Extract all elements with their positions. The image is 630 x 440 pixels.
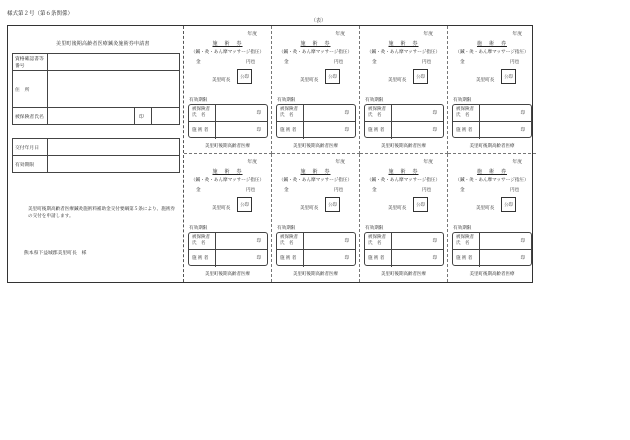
seal-mark: 印: [432, 128, 437, 133]
seal-mark: 印: [520, 256, 525, 261]
issue-date-label: 交付年月日: [13, 139, 48, 156]
yen-label: 円也: [510, 188, 520, 193]
treatment-type: （鍼・灸・あん摩マッサージ指圧）: [190, 50, 265, 55]
fiscal-year-label: 年度: [423, 32, 433, 37]
seal-mark: 印: [432, 111, 437, 116]
ticket-title: 施 術 券: [212, 169, 243, 175]
ticket-title: 施 術 券: [300, 41, 331, 47]
practitioner-label: 施 術 者: [280, 128, 297, 133]
application-statement: 美里町後期高齢者医療鍼灸施術料補助金交付要綱第５条により、施術券の交付を申請します。: [28, 207, 176, 219]
treatment-type: （鍼・灸・あん摩マッサージ指圧）: [278, 178, 353, 183]
treatment-type: （鍼・灸・あん摩マッサージ指圧）: [455, 178, 529, 183]
mayor-label: 美里町長: [212, 78, 231, 83]
practitioner-label: 施 術 者: [368, 128, 385, 133]
cert-number-label: 資格確認書等番号: [13, 54, 48, 71]
ticket-title: 施 術 券: [212, 41, 243, 47]
amount-label: 金: [196, 188, 201, 193]
treatment-type: （鍼・灸・あん摩マッサージ指圧）: [190, 178, 265, 183]
amount-label: 金: [372, 60, 377, 65]
ticket-title: 施 術 券: [388, 41, 419, 47]
ticket: [272, 154, 360, 282]
seal-mark: 印: [344, 111, 349, 116]
mayor-label: 美里町長: [300, 78, 319, 83]
fiscal-year-label: 年度: [335, 32, 345, 37]
ticket-footer: 美里町後期高齢者医療: [381, 272, 426, 277]
seal-mark: 印: [432, 239, 437, 244]
practitioner-label: 施 術 者: [280, 256, 297, 261]
yen-label: 円也: [334, 188, 344, 193]
insured-label: 被保険者氏 名: [456, 235, 474, 246]
fiscal-year-label: 年度: [423, 160, 433, 165]
official-seal-box: 公印: [237, 197, 252, 212]
fiscal-year-label: 年度: [512, 160, 522, 165]
official-seal-box: 公印: [325, 197, 340, 212]
address-label: 住 所: [13, 71, 48, 108]
insured-name-field[interactable]: [48, 108, 180, 125]
application-panel: [8, 26, 184, 282]
insured-label: 被保険者氏 名: [368, 235, 386, 246]
amount-label: 金: [284, 60, 289, 65]
practitioner-label: 施 術 者: [192, 128, 209, 133]
insured-name-label: 被保険者氏名: [13, 108, 48, 125]
mayor-label: 美里町長: [388, 206, 407, 211]
seal-mark: 印: [344, 256, 349, 261]
insured-label: 被保険者氏 名: [192, 235, 210, 246]
fiscal-year-label: 年度: [247, 32, 257, 37]
ticket-footer: 美里町後期高齢者医療: [293, 144, 338, 149]
mayor-label: 美里町長: [212, 206, 231, 211]
valid-period-label: 有効期限: [365, 98, 384, 103]
valid-period-label: 有効期限: [453, 226, 472, 231]
yen-label: 円也: [246, 60, 256, 65]
seal-mark: 印: [256, 111, 261, 116]
form-sheet: [7, 25, 533, 283]
practitioner-label: 施 術 者: [456, 128, 473, 133]
ticket-footer: 美里町後期高齢者医療: [381, 144, 426, 149]
fiscal-year-label: 年度: [247, 160, 257, 165]
official-seal-box: 公印: [501, 69, 516, 84]
seal-mark: 印: [344, 239, 349, 244]
practitioner-label: 施 術 者: [368, 256, 385, 261]
official-seal-box: 公印: [237, 69, 252, 84]
ticket: [184, 26, 272, 154]
treatment-type: （鍼・灸・あん摩マッサージ指圧）: [366, 50, 441, 55]
ticket-detail-box: [452, 232, 532, 266]
ticket-footer: 美里町後期高齢者医療: [293, 272, 338, 277]
practitioner-label: 施 術 者: [192, 256, 209, 261]
yen-label: 円也: [246, 188, 256, 193]
amount-label: 金: [460, 188, 465, 193]
cert-number-field[interactable]: [48, 54, 180, 71]
ticket-footer: 美里町後期高齢者医療: [205, 144, 250, 149]
yen-label: 円也: [334, 60, 344, 65]
ticket-footer: 美里町後期高齢者医療: [469, 144, 515, 149]
official-seal-box: 公印: [413, 69, 428, 84]
ticket-footer: 美里町後期高齢者医療: [205, 272, 250, 277]
expiry-label: 有効期限: [13, 156, 48, 173]
treatment-type: （鍼・灸・あん摩マッサージ指圧）: [278, 50, 353, 55]
yen-label: 円也: [510, 60, 520, 65]
ticket-detail-box: [452, 104, 532, 138]
valid-period-label: 有効期限: [189, 226, 208, 231]
insured-label: 被保険者氏 名: [192, 107, 210, 118]
application-title: 美里町後期高齢者医療鍼灸施術券申請書: [56, 41, 150, 47]
seal-mark: 印: [520, 128, 525, 133]
ticket: [184, 154, 272, 282]
mayor-label: 美里町長: [388, 78, 407, 83]
ticket: [448, 26, 536, 154]
ticket-detail-box: [364, 104, 444, 138]
date-table: [12, 138, 180, 173]
ticket-detail-box: [188, 104, 268, 138]
ticket-title: 施 術 券: [476, 41, 507, 47]
seal-mark: 印: [139, 115, 144, 120]
ticket-detail-box: [364, 232, 444, 266]
amount-label: 金: [196, 60, 201, 65]
issue-date-field[interactable]: [48, 139, 180, 156]
seal-mark: 印: [344, 128, 349, 133]
ticket-detail-box: [188, 232, 268, 266]
applicant-table: [12, 53, 180, 125]
expiry-field[interactable]: [48, 156, 180, 173]
amount-label: 金: [460, 60, 465, 65]
seal-mark: 印: [256, 256, 261, 261]
treatment-type: （鍼・灸・あん摩マッサージ指圧）: [455, 50, 529, 55]
ticket: [448, 154, 536, 282]
official-seal-box: 公印: [325, 69, 340, 84]
ticket-title: 施 術 券: [388, 169, 419, 175]
seal-mark: 印: [256, 239, 261, 244]
ticket-detail-box: [276, 104, 356, 138]
fiscal-year-label: 年度: [335, 160, 345, 165]
yen-label: 円也: [422, 60, 432, 65]
treatment-type: （鍼・灸・あん摩マッサージ指圧）: [366, 178, 441, 183]
mayor-label: 美里町長: [476, 206, 495, 211]
valid-period-label: 有効期限: [365, 226, 384, 231]
valid-period-label: 有効期限: [453, 98, 472, 103]
mayor-label: 美里町長: [476, 78, 495, 83]
front-label: （表）: [311, 18, 327, 24]
insured-label: 被保険者氏 名: [280, 235, 298, 246]
mayor-label: 美里町長: [300, 206, 319, 211]
valid-period-label: 有効期限: [189, 98, 208, 103]
ticket: [272, 26, 360, 154]
yen-label: 円也: [422, 188, 432, 193]
amount-label: 金: [372, 188, 377, 193]
address-field[interactable]: [48, 71, 180, 108]
ticket-footer: 美里町後期高齢者医療: [469, 272, 515, 277]
practitioner-label: 施 術 者: [456, 256, 473, 261]
valid-period-label: 有効期限: [277, 98, 296, 103]
addressee: 熊本県下益城郡美里町長 様: [24, 251, 87, 256]
amount-label: 金: [284, 188, 289, 193]
ticket: [360, 154, 448, 282]
official-seal-box: 公印: [501, 197, 516, 212]
fiscal-year-label: 年度: [512, 32, 522, 37]
ticket-title: 施 術 券: [300, 169, 331, 175]
insured-label: 被保険者氏 名: [368, 107, 386, 118]
valid-period-label: 有効期限: [277, 226, 296, 231]
seal-mark: 印: [256, 128, 261, 133]
official-seal-box: 公印: [413, 197, 428, 212]
ticket: [360, 26, 448, 154]
ticket-detail-box: [276, 232, 356, 266]
seal-mark: 印: [520, 111, 525, 116]
insured-label: 被保険者氏 名: [280, 107, 298, 118]
insured-label: 被保険者氏 名: [456, 107, 474, 118]
form-number: 様式第２号（第６条関係）: [7, 11, 74, 17]
ticket-title: 施 術 券: [476, 169, 507, 175]
seal-mark: 印: [432, 256, 437, 261]
seal-mark: 印: [520, 239, 525, 244]
